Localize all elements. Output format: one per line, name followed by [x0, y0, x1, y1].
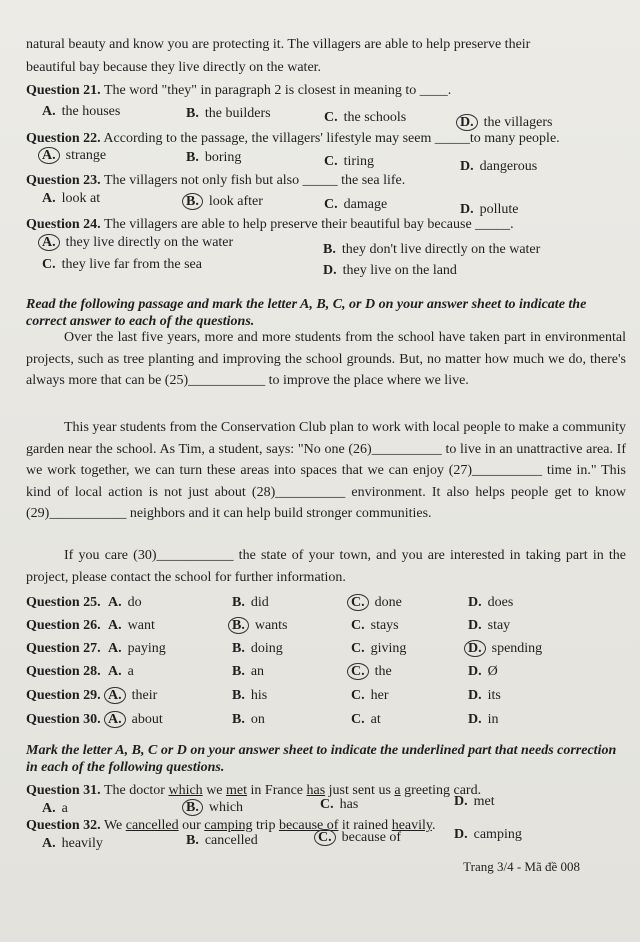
question-stem: According to the passage, the villagers' lifestyle may seem _____to many people. [103, 131, 560, 146]
sentence-part: trip [252, 818, 279, 833]
passage-line: beautiful bay because they live directly on the water. [26, 60, 322, 75]
option-a[interactable]: A. a [42, 801, 68, 816]
question-stem: The villagers are able to help preserve their beautiful bay because _____. [103, 217, 514, 232]
option-d[interactable]: D. Ø [468, 664, 498, 679]
underlined-part: heavily [391, 818, 432, 833]
option-c[interactable]: C. tiring [324, 154, 374, 169]
question-label: Question 31. [26, 783, 101, 798]
question-stem: The word "they" in paragraph 2 is closest in meaning to ____. [103, 83, 452, 98]
option-a-circled[interactable]: A. about [108, 709, 163, 730]
option-d-circled[interactable]: D. the villagers [460, 112, 552, 133]
option-a[interactable]: A. want [108, 618, 155, 633]
option-c[interactable]: C. stays [351, 618, 399, 633]
sentence-part: The doctor [103, 783, 169, 798]
option-c[interactable]: C. has [320, 797, 359, 812]
question-label: Question 32. [26, 818, 101, 833]
option-b-circled[interactable]: B. wants [232, 615, 288, 636]
section-instruction: Read the following passage and mark the letter A, B, C, or D on your answer sheet to indicate the correct answer to each of the questions. [26, 297, 587, 329]
option-c-circled[interactable]: C. because of [318, 827, 401, 848]
passage-paragraph-3: If you care (30)___________ the state of your town, and you are interested in taking part in the project, please contact the school for further information. [26, 548, 626, 585]
option-b-circled[interactable]: B. which [186, 797, 243, 818]
question-label: Question 28. [26, 664, 101, 679]
question-label: Question 21. [26, 83, 101, 98]
option-b[interactable]: B. did [232, 595, 269, 610]
underlined-part: because of [278, 818, 339, 833]
question-31 [26, 780, 481, 801]
sentence-part: We [103, 818, 126, 833]
question-label: Question 29. [26, 688, 101, 703]
option-d[interactable]: D. stay [468, 618, 511, 633]
sentence-part: greeting card. [400, 783, 482, 798]
section-instruction: Mark the letter A, B, C or D on your answer sheet to indicate the underlined part that needs correction in each of the following questions. [26, 743, 617, 775]
question-label: Question 27. [26, 641, 101, 656]
option-c[interactable]: C. they live far from the sea [42, 257, 202, 272]
option-c-circled[interactable]: C. done [351, 592, 402, 613]
option-d[interactable]: D. dangerous [460, 159, 538, 174]
question-stem: The villagers not only fish but also _____ the sea life. [103, 173, 406, 188]
option-a[interactable]: A. look at [42, 191, 101, 206]
passage-paragraph-1: Over the last five years, more and more students from the school have taken part in environmental projects, such as tree planting and improving the school grounds. But, no matter how much we do, there's always more that can be (25)___________ to improve the place where we live. [26, 330, 626, 388]
option-a-circled[interactable]: A. they live directly on the water [42, 232, 233, 253]
option-b[interactable]: B. boring [186, 150, 242, 165]
question-label: Question 22. [26, 131, 101, 146]
underlined-part: a [394, 783, 401, 798]
option-d[interactable]: D. in [468, 712, 499, 727]
sentence-part: just sent us [325, 783, 395, 798]
option-a[interactable]: A. the houses [42, 104, 121, 119]
option-d[interactable]: D. pollute [460, 202, 519, 217]
sentence-part: . [432, 818, 436, 833]
option-c[interactable]: C. giving [351, 641, 407, 656]
option-b[interactable]: B. on [232, 712, 265, 727]
sentence-part: we [202, 783, 227, 798]
option-d[interactable]: D. its [468, 688, 501, 703]
option-b[interactable]: B. his [232, 688, 268, 703]
option-b[interactable]: B. they don't live directly on the water [323, 242, 541, 257]
option-c[interactable]: C. damage [324, 197, 388, 212]
option-b-circled[interactable]: B. look after [186, 191, 263, 212]
option-a[interactable]: A. heavily [42, 836, 103, 851]
underlined-part: has [306, 783, 326, 798]
option-d[interactable]: D. camping [454, 827, 522, 842]
passage-line: natural beauty and know you are protecting it. The villagers are able to help preserve their [26, 37, 531, 52]
option-c[interactable]: C. the schools [324, 110, 407, 125]
option-a[interactable]: A. a [108, 664, 134, 679]
underlined-part: met [226, 783, 248, 798]
question-label: Question 30. [26, 712, 101, 727]
page-footer: Trang 3/4 - Mã đề 008 [463, 859, 580, 874]
underlined-part: camping [204, 818, 253, 833]
option-a-circled[interactable]: A. their [108, 685, 157, 706]
question-21 [26, 80, 451, 101]
question-label: Question 25. [26, 595, 101, 610]
passage-paragraph-2: This year students from the Conservation Club plan to work with local people to make a community garden near the school. As Tim, a student, says: "No one (26)__________ to live in an unattractive area. If we work together, we can turn these areas into spaces that we can enjoy (27)__________ time in." This kind of local action is not just about (28)__________ environment. It also helps people get to know (29)___________ neighbors and it can help build stronger communities. [26, 420, 626, 521]
question-label: Question 23. [26, 173, 101, 188]
option-c-circled[interactable]: C. the [351, 661, 392, 682]
option-c[interactable]: C. her [351, 688, 389, 703]
option-d-circled[interactable]: D. spending [468, 638, 542, 659]
option-b[interactable]: B. the builders [186, 106, 271, 121]
option-d[interactable]: D. met [454, 794, 495, 809]
question-label: Question 26. [26, 618, 101, 633]
option-a[interactable]: A. do [108, 595, 142, 610]
option-a-circled[interactable]: A. strange [42, 145, 106, 166]
option-d[interactable]: D. does [468, 595, 514, 610]
option-b[interactable]: B. doing [232, 641, 283, 656]
option-a[interactable]: A. paying [108, 641, 166, 656]
sentence-part: in France [247, 783, 307, 798]
option-b[interactable]: B. cancelled [186, 833, 258, 848]
option-d[interactable]: D. they live on the land [323, 263, 457, 278]
option-c[interactable]: C. at [351, 712, 381, 727]
sentence-part: it rained [338, 818, 392, 833]
underlined-part: cancelled [125, 818, 179, 833]
sentence-part: our [178, 818, 205, 833]
question-label: Question 24. [26, 217, 101, 232]
underlined-part: which [168, 783, 203, 798]
option-b[interactable]: B. an [232, 664, 265, 679]
